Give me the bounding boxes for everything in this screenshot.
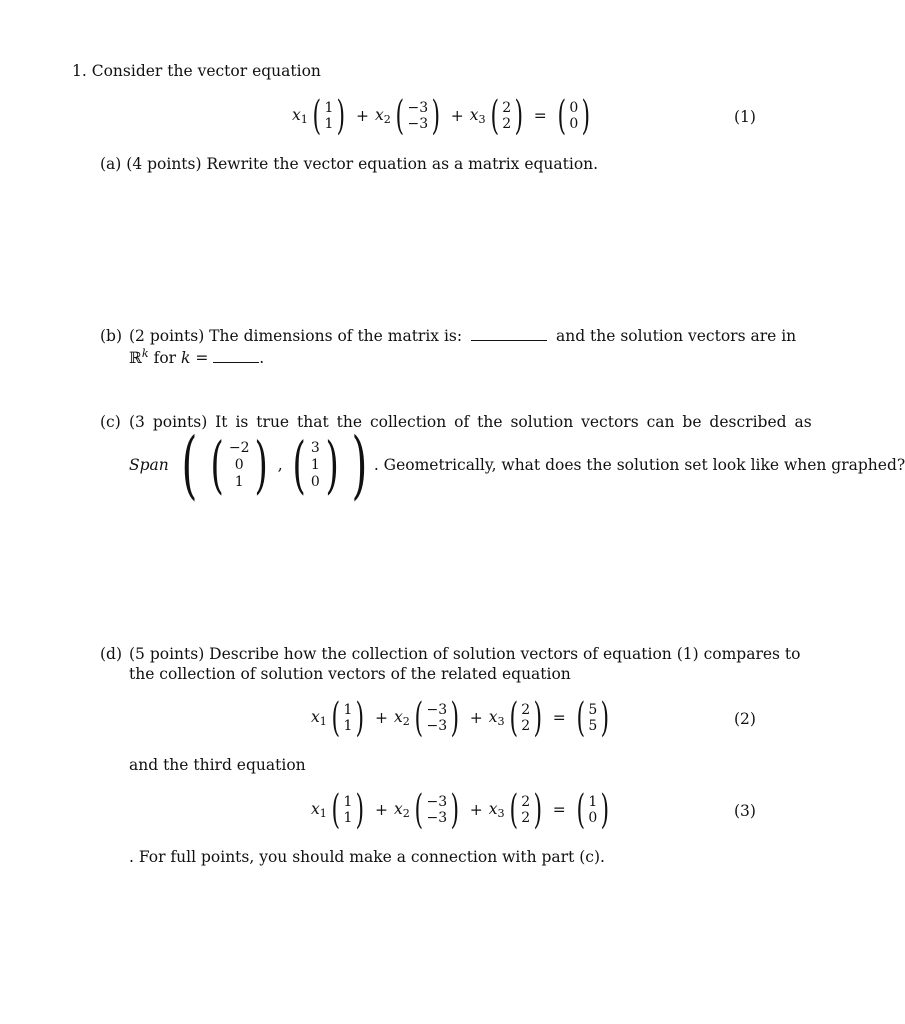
eq2-rhs-vector: ( 5 5 ): [576, 695, 610, 741]
eq3-vector-3: ( 2 2 ): [509, 787, 543, 833]
part-c-line1: (3 points) It is true that the collection of the solution vectors can be described as: [129, 413, 812, 431]
equation-3-label: (3): [734, 802, 756, 820]
span-vector-1: ( −2 0 1 ): [210, 428, 269, 501]
part-b-label: (b): [100, 327, 123, 345]
k-blank[interactable]: [213, 362, 259, 363]
eq3-rhs-vector: ( 1 0 ): [576, 787, 610, 833]
part-a: [100, 155, 598, 173]
part-b-line2: ℝ$^k$ for k = .: [129, 347, 265, 368]
x3-term: $x_3$: [469, 106, 486, 126]
part-a-label: (a): [100, 155, 122, 173]
eq3-vector-1: ( 1 1 ): [331, 787, 365, 833]
part-d-line2: the collection of solution vectors of the related equation: [129, 665, 571, 683]
problem-intro: Consider the vector equation: [91, 62, 321, 80]
problem-heading: [72, 62, 321, 80]
part-d-label: (d): [100, 645, 123, 663]
part-d-closing: . For full points, you should make a connection with part (c).: [129, 848, 605, 866]
eq2-vector-2: ( −3 −3 ): [414, 695, 460, 741]
span-expression: Span ( ( −2 0 1 ) , ( 3 1 0 ) ) . Geometrically, what does the solution set look like when graphed?: [129, 422, 905, 508]
equation-2: $x_1$ ( 1 1 ) + $x_2$ ( −3 −3 ) + $x_3$ ( 2 2 ) = ( 5 5 ): [311, 698, 614, 738]
dimensions-blank[interactable]: [471, 340, 547, 341]
third-equation-intro: and the third equation: [129, 756, 306, 774]
vector-2: ( −3 −3 ): [395, 93, 441, 139]
span-word: Span: [129, 456, 169, 474]
equation-1-label: (1): [734, 108, 756, 126]
problem-number: 1.: [72, 62, 87, 80]
part-b-line1: (2 points) The dimensions of the matrix is: and the solution vectors are in: [129, 327, 797, 345]
part-c-label: (c): [100, 413, 121, 431]
span-vector-2: ( 3 1 0 ): [292, 428, 339, 501]
part-a-text: (4 points) Rewrite the vector equation as a matrix equation.: [126, 155, 599, 173]
vector-1: ( 1 1 ): [312, 93, 346, 139]
part-c-after: . Geometrically, what does the solution set look like when graphed?: [373, 456, 905, 474]
rhs-vector: ( 0 0 ): [557, 93, 591, 139]
equation-1: $x_1$ ( 1 1 ) + $x_2$ ( −3 −3 ) + $x_3$ ( 2 2 ) = ( 0 0 ): [292, 96, 595, 136]
eq3-vector-2: ( −3 −3 ): [414, 787, 460, 833]
part-d-line1: (5 points) Describe how the collection of solution vectors of equation (1) compares to: [129, 645, 801, 663]
vector-3: ( 2 2 ): [490, 93, 524, 139]
x2-term: $x_2$: [375, 106, 391, 126]
eq2-vector-3: ( 2 2 ): [509, 695, 543, 741]
eq2-vector-1: ( 1 1 ): [331, 695, 365, 741]
x1-term: $x_1$: [292, 106, 308, 126]
equation-2-label: (2): [734, 710, 756, 728]
equation-3: $x_1$ ( 1 1 ) + $x_2$ ( −3 −3 ) + $x_3$ ( 2 2 ) = ( 1 0 ): [311, 790, 614, 830]
